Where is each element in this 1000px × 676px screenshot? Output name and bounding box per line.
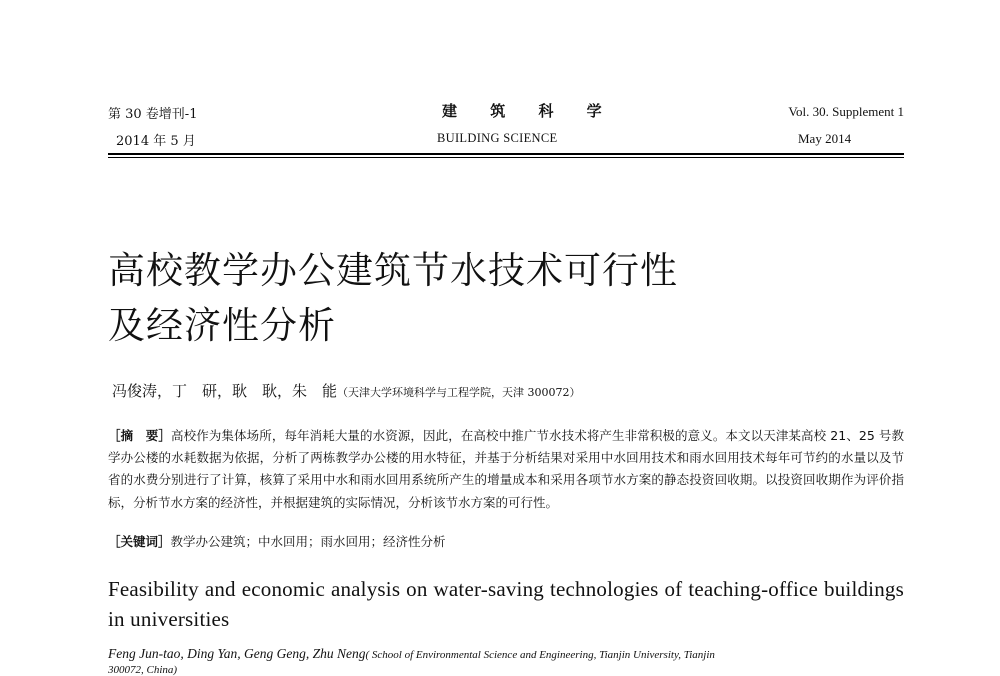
authors-en (108, 643, 715, 662)
affiliation-en-cont: 300072, China) (108, 664, 178, 676)
header-rule-thick (108, 153, 904, 155)
title-cn-line1: 高校教学办公建筑节水技术可行性 (108, 249, 678, 292)
header-rule-thin (108, 157, 904, 158)
affiliation-cn: （天津大学环境科学与工程学院，天津 300072） (337, 386, 581, 399)
abstract-label: ［摘 要］ (108, 428, 172, 443)
title-en: Feasibility and economic analysis on water-saving technologies of teaching-office buildings in universities (108, 577, 904, 631)
affiliation-en: ( School of Environmental Science and Engineering, Tianjin University, Tianjin (365, 649, 715, 661)
abstract-text: 高校作为集体场所，每年消耗大量的水资源，因此，在高校中推广节水技术将产生非常积极的意义。本文以天津某高校 21、25 号教学办公楼的水耗数据为依据，分析了两栋教学办公楼的用水特征，并基于分析结果对采用中水回用技术和雨水回用技术每年可节约的水量以及节省的水费分别进行了计算，核算了采用中水和雨水回用系统所产生的增量成本和采用各项节水方案的静态投资回收期。以投资回收期作为评价指标，分析节水方案的经济性，并根据建筑的实际情况，分析该节水方案的可行性。 (108, 428, 904, 510)
journal-name-en: BUILDING SCIENCE (437, 131, 558, 145)
volume-en: Vol. 30. Supplement 1 (788, 104, 904, 119)
date-en: May 2014 (798, 131, 852, 146)
author-names-cn: 冯俊涛，丁 研，耿 耿，朱 能 (112, 382, 338, 400)
abstract (108, 425, 904, 514)
author-names-en: Feng Jun-tao, Ding Yan, Geng Geng, Zhu Neng (108, 646, 366, 661)
keywords-text: 教学办公建筑；中水回用；雨水回用；经济性分析 (170, 534, 446, 549)
authors-cn (112, 380, 581, 401)
date-cn: 2014 年 5 月 (116, 134, 196, 149)
keywords (108, 532, 446, 550)
keywords-label: ［关键词］ (108, 534, 171, 549)
volume-cn: 第 30 卷增刊-1 (108, 107, 198, 122)
title-cn-line2: 及经济性分析 (108, 304, 336, 347)
journal-name-cn: 建 筑 科 学 (442, 102, 616, 120)
